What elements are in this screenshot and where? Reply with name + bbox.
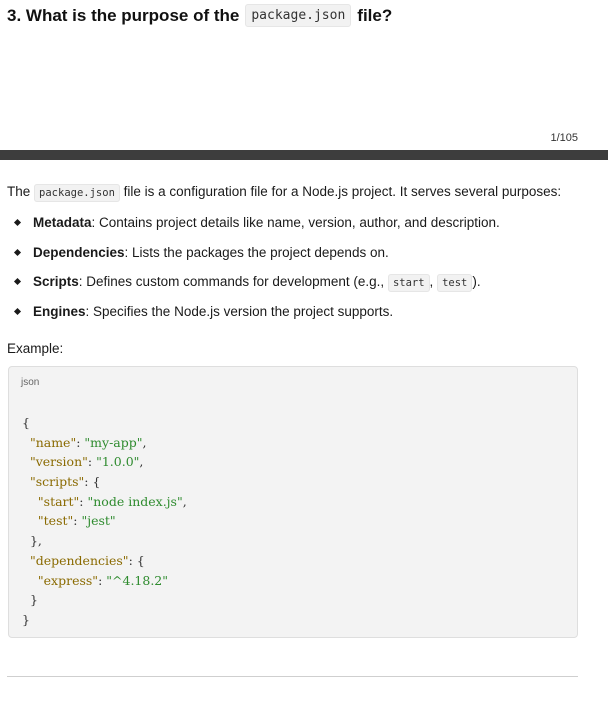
list-item-term: Scripts: [33, 274, 79, 289]
progress-fill: [0, 150, 608, 160]
code-line: "start": "node index.js",: [37, 493, 187, 509]
divider: [7, 676, 578, 677]
question-title-prefix: 3. What is the purpose of the: [7, 5, 240, 25]
intro-code: package.json: [34, 184, 120, 202]
code-lines: [22, 413, 187, 630]
answer-intro: [7, 183, 587, 202]
answer-body: [7, 183, 587, 332]
example-label: Example:: [7, 341, 64, 356]
list-item-end: ).: [472, 274, 481, 289]
code-line: "version": "1.0.0",: [29, 454, 144, 470]
start-code: start: [388, 274, 430, 292]
list-item-text: : Defines custom commands for development (e.g.,: [78, 274, 385, 289]
question-title-suffix: file?: [357, 5, 393, 25]
code-line: {: [22, 415, 30, 430]
list-item-text: : Lists the packages the project depends on.: [124, 244, 389, 260]
code-line: },: [22, 533, 42, 549]
list-item-engines: [7, 303, 587, 333]
code-line: "test": "jest": [37, 513, 116, 529]
page-counter: 1/105: [550, 132, 578, 144]
progress-bar: [0, 150, 608, 160]
code-line: }: [22, 592, 38, 608]
intro-text-after: file is a configuration file for a Node.js project. It serves several purposes:: [123, 184, 562, 199]
question-title: [7, 4, 392, 27]
code-block[interactable]: [8, 366, 578, 638]
list-item-text: : Specifies the Node.js version the project supports.: [85, 303, 394, 319]
code-language-label: json: [21, 377, 40, 388]
purpose-list: [7, 214, 587, 332]
code-line: }: [22, 611, 30, 627]
list-item-dependencies: [7, 244, 587, 274]
list-item-metadata: [7, 214, 587, 244]
list-item-separator: ,: [429, 274, 434, 289]
code-line: "dependencies": {: [29, 552, 145, 568]
list-item-term: Metadata: [33, 215, 92, 230]
test-code: test: [437, 274, 472, 292]
question-title-code: package.json: [245, 4, 351, 27]
code-line: "name": "my-app",: [29, 434, 147, 450]
code-line: "scripts": {: [29, 474, 101, 490]
list-item-term: Dependencies: [33, 244, 125, 260]
list-item-text: : Contains project details like name, version, author, and description.: [91, 215, 500, 230]
list-item-scripts: [7, 273, 587, 303]
intro-text-before: The: [7, 184, 31, 199]
code-line: "express": "^4.18.2": [37, 572, 168, 588]
list-item-term: Engines: [33, 303, 86, 319]
